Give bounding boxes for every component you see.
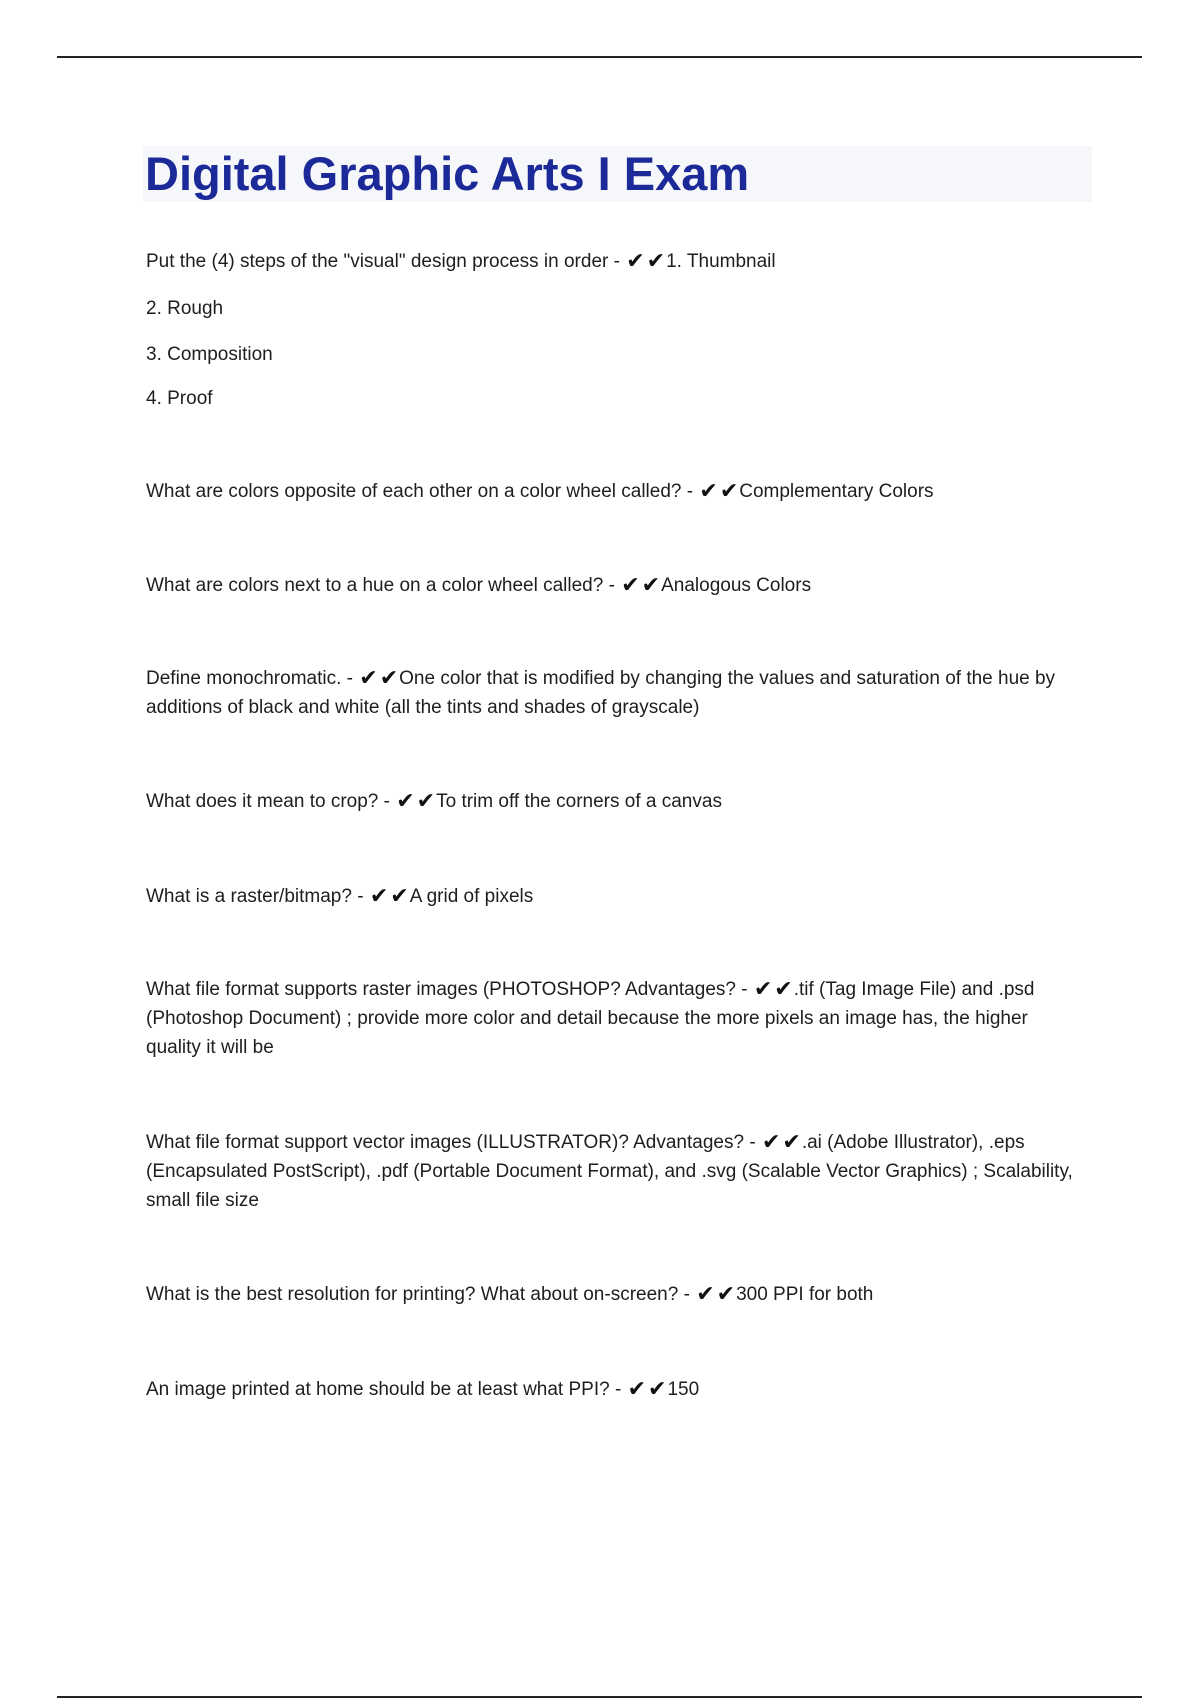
answer-text: .tif (Tag Image File) and .psd (Photoshop Document) ; provide more color and detail because the more pixels an image has, the higher quality it will be bbox=[146, 979, 1035, 1058]
question-text: What is the best resolution for printing? What about on-screen? bbox=[146, 1284, 679, 1305]
separator: - bbox=[744, 1132, 761, 1153]
check-icon: ✔ bbox=[648, 1377, 667, 1402]
bottom-rule bbox=[57, 1696, 1142, 1698]
separator: - bbox=[341, 668, 359, 689]
question-text: What is a raster/bitmap? bbox=[146, 886, 352, 907]
qa-item bbox=[146, 571, 1086, 600]
separator: - bbox=[608, 251, 626, 272]
separator: - bbox=[609, 1379, 627, 1400]
check-icon: ✔ bbox=[396, 789, 415, 814]
check-icon: ✔ bbox=[646, 249, 666, 274]
separator: - bbox=[603, 575, 621, 596]
answer-text: One color that is modified by changing the values and saturation of the hue by additions of black and white (all the tints and shades of grayscale) bbox=[146, 668, 1056, 718]
qa-item bbox=[146, 477, 1086, 506]
check-icon: ✔ bbox=[774, 977, 793, 1002]
separator: - bbox=[378, 791, 396, 812]
question-text: What are colors next to a hue on a color wheel called? bbox=[146, 575, 604, 596]
list-item: 2. Rough bbox=[146, 298, 224, 319]
question-text: What file format support vector images (ILLUSTRATOR)? Advantages? bbox=[146, 1132, 745, 1153]
page-title: Digital Graphic Arts I Exam bbox=[145, 147, 750, 200]
answer-text: .ai (Adobe Illustrator), .eps (Encapsulated PostScript), .pdf (Portable Document Format), and .svg (Scalable Vector Graphics) ; Scalability, small file size bbox=[146, 1132, 1073, 1211]
question-text: An image printed at home should be at least what PPI? bbox=[146, 1379, 610, 1400]
answer-text: To trim off the corners of a canvas bbox=[436, 791, 722, 812]
check-icon: ✔ bbox=[627, 1377, 647, 1402]
question-text: What file format supports raster images (PHOTOSHOP? Advantages? bbox=[146, 979, 736, 1000]
answer-text: Complementary Colors bbox=[739, 481, 934, 502]
check-icon: ✔ bbox=[369, 884, 389, 909]
check-icon: ✔ bbox=[359, 666, 378, 691]
qa-item bbox=[146, 1280, 1086, 1309]
question-text: What are colors opposite of each other on a color wheel called? bbox=[146, 481, 682, 502]
check-icon: ✔ bbox=[379, 666, 399, 691]
check-icon: ✔ bbox=[719, 479, 739, 504]
check-icon: ✔ bbox=[696, 1282, 715, 1307]
qa-item bbox=[146, 247, 1086, 276]
check-icon: ✔ bbox=[641, 573, 661, 598]
separator: - bbox=[351, 886, 369, 907]
check-icon: ✔ bbox=[416, 789, 436, 814]
qa-item bbox=[146, 787, 1086, 816]
check-icon: ✔ bbox=[626, 249, 645, 274]
top-rule bbox=[57, 56, 1142, 58]
qa-item bbox=[146, 664, 1086, 722]
check-icon: ✔ bbox=[621, 573, 640, 598]
separator: - bbox=[681, 481, 699, 502]
separator: - bbox=[678, 1284, 696, 1305]
qa-item bbox=[146, 1375, 1086, 1404]
check-icon: ✔ bbox=[699, 479, 718, 504]
answer-text: 150 bbox=[667, 1379, 700, 1400]
check-icon: ✔ bbox=[782, 1130, 801, 1155]
check-icon: ✔ bbox=[753, 977, 773, 1002]
list-item: 3. Composition bbox=[146, 344, 273, 365]
qa-item bbox=[146, 882, 1086, 911]
question-text: Define monochromatic. bbox=[146, 668, 342, 689]
answer-text: 300 PPI for both bbox=[736, 1284, 874, 1305]
check-icon: ✔ bbox=[716, 1282, 736, 1307]
answer-text: A grid of pixels bbox=[409, 886, 534, 907]
answer-text: Analogous Colors bbox=[661, 575, 812, 596]
separator: - bbox=[735, 979, 753, 1000]
question-text: What does it mean to crop? bbox=[146, 791, 379, 812]
check-icon: ✔ bbox=[761, 1130, 781, 1155]
answer-text: 1. Thumbnail bbox=[666, 251, 776, 272]
list-item: 4. Proof bbox=[146, 388, 213, 409]
qa-item bbox=[146, 975, 1086, 1062]
check-icon: ✔ bbox=[390, 884, 409, 909]
question-text: Put the (4) steps of the "visual" design process in order bbox=[146, 251, 609, 272]
qa-item bbox=[146, 1128, 1086, 1215]
